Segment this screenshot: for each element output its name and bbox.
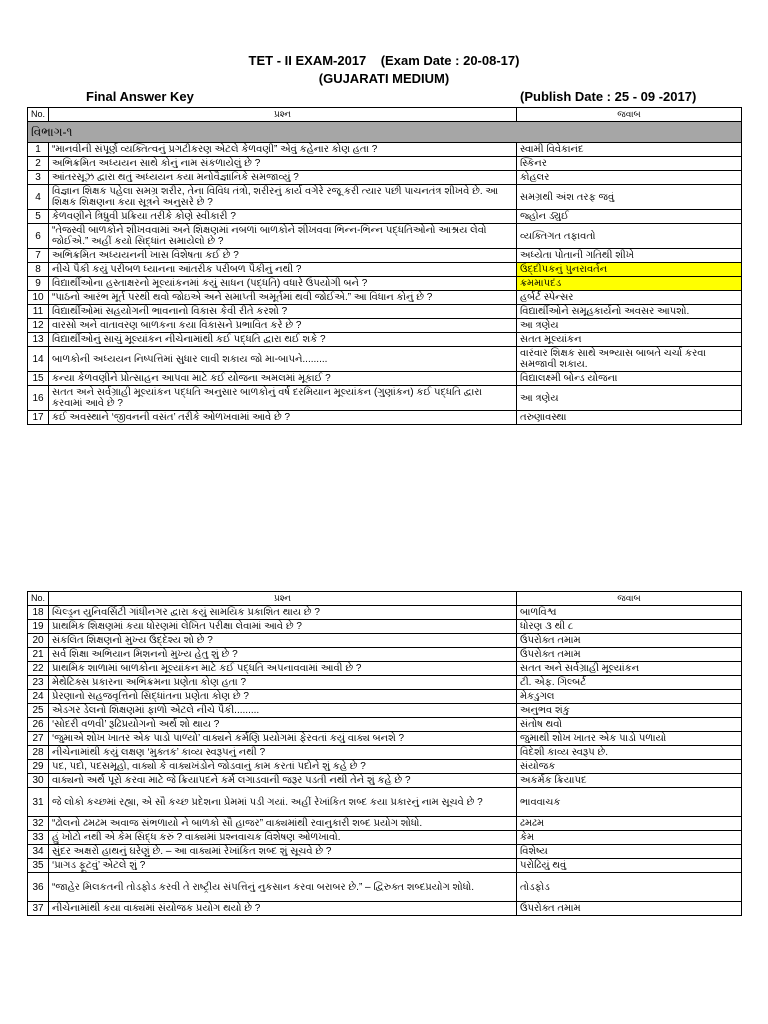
question-cell: “તેજસ્વી બાળકોને શીખવવામાં અને શિક્ષણમાં નબળાં બાળકોને શીખવવા ભિન્ન-ભિન્ન પદ્ધતિઓનો આશ્રય લેવો જોઈએ.” અહીં કયો સિદ્ધાંત સમાયેલો છે ? [49, 224, 517, 249]
question-cell: વિદ્યાર્થીઓમાં સહયોગની ભાવનાનો વિકાસ કેવી રીતે કરશો ? [49, 305, 517, 319]
question-cell: વિદ્યાર્થીઓનું સાચું મૂલ્યાંકન નીચેનામાંથી કઈ પદ્ધતિ દ્વારા થઈ શકે ? [49, 333, 517, 347]
table-row [28, 760, 742, 774]
table-row [28, 831, 742, 845]
row-number: 2 [28, 157, 49, 171]
row-number: 28 [28, 746, 49, 760]
answer-cell: કેમ [517, 831, 742, 845]
answer-cell: બાળવિશ્વ [517, 606, 742, 620]
question-cell: વારસો અને વાતાવરણ બાળકના કયા વિકાસને પ્રભાવિત કરે છે ? [49, 319, 517, 333]
answer-cell: સ્કિનર [517, 157, 742, 171]
table-row [28, 676, 742, 690]
answer-cell: ઉપરોક્ત તમામ [517, 648, 742, 662]
col-header-no: No. [28, 592, 49, 606]
row-number: 19 [28, 620, 49, 634]
answer-cell: અધ્યેતા પોતાની ગતિથી શીખે [517, 249, 742, 263]
answer-cell: ભાવવાચક [517, 788, 742, 817]
question-cell: “ઢોલનો ઢમઢમ અવાજ સંભળાયો ને બાળકો સૌ હાજર” વાક્યમાંથી રવાનુકારી શબ્દ પ્રયોગ શોધો. [49, 817, 517, 831]
row-number: 34 [28, 845, 49, 859]
question-cell: પ્રાથમિક શાળામાં બાળકોના મૂલ્યાંકન માટે કઈ પદ્ધતિ અપનાવવામાં આવી છે ? [49, 662, 517, 676]
answer-cell: જુમાથી શોખ ખાતર એક પાડો પળાયો [517, 732, 742, 746]
row-number: 25 [28, 704, 49, 718]
question-cell: ‘જુમાએ શોખ ખાતર એક પાડો પાળ્યો’ વાક્યને કર્મણિ પ્રયોગમાં ફેરવતાં કયું વાક્ય બનશે ? [49, 732, 517, 746]
table-row [28, 817, 742, 831]
table-row [28, 386, 742, 411]
table-row [28, 859, 742, 873]
question-cell: “પાઠનો આરંભ મૂર્ત પરથી થવો જોઇએ અને સમાપ્તી અમૂર્તમાં થવી જોઈએ.” આ વિધાન કોનું છે ? [49, 291, 517, 305]
row-number: 22 [28, 662, 49, 676]
table-row [28, 648, 742, 662]
question-cell: અભિક્રમિત અધ્યયન સાથે કોનું નામ સંકળાયેલું છે ? [49, 157, 517, 171]
table-row [28, 157, 742, 171]
answer-table-part1 [27, 107, 742, 425]
row-number: 31 [28, 788, 49, 817]
table-row [28, 305, 742, 319]
answer-cell: સતત અને સર્વગ્રાહી મૂલ્યાંકન [517, 662, 742, 676]
row-number: 8 [28, 263, 49, 277]
row-number: 16 [28, 386, 49, 411]
question-cell: મેથેટિક્સ પ્રકારના અભિક્રમના પ્રણેતા કોણ હતા ? [49, 676, 517, 690]
table-row [28, 902, 742, 916]
table-row [28, 732, 742, 746]
question-cell: સતત અને સર્વગ્રાહી મૂલ્યાંકન પદ્ધતિ અનુસાર બાળકોનું વર્ષ દરમિયાન મૂલ્યાંકન (ગુણાંકન) કઈ પદ્ધતિ દ્વારા કરવામાં આવે છે ? [49, 386, 517, 411]
row-number: 9 [28, 277, 49, 291]
table-row [28, 662, 742, 676]
table-row [28, 411, 742, 425]
table-row [28, 704, 742, 718]
table-row [28, 845, 742, 859]
question-cell: ‘સોદરી વળવી’ રૂઢિપ્રયોગનો અર્થ શો થાય ? [49, 718, 517, 732]
table-row [28, 291, 742, 305]
row-number: 14 [28, 347, 49, 372]
publish-date: (Publish Date : 25 - 09 -2017) [520, 89, 697, 104]
final-answer-key-label: Final Answer Key [86, 89, 194, 104]
table-row [28, 873, 742, 902]
answer-cell: વારંવાર શિક્ષક સાથે અભ્યાસ બાબતે ચર્ચા કરવા સમજાવી શકાય. [517, 347, 742, 372]
answer-cell: અનુભવ શંકુ [517, 704, 742, 718]
row-number: 10 [28, 291, 49, 305]
row-number: 36 [28, 873, 49, 902]
row-number: 1 [28, 143, 49, 157]
question-cell: પ્રાથમિક શિક્ષણમાં કયા ધોરણમાં લેખિત પરીક્ષા લેવામાં આવે છે ? [49, 620, 517, 634]
answer-cell: ઉપરોક્ત તમામ [517, 902, 742, 916]
row-number: 30 [28, 774, 49, 788]
col-header-answer: જવાબ [517, 108, 742, 122]
row-number: 21 [28, 648, 49, 662]
table-row [28, 333, 742, 347]
question-cell: સુંદર અક્ષરો હાથનું ઘરેણું છે. – આ વાક્યમાં રેખાંકિત શબ્દ શું સૂચવે છે ? [49, 845, 517, 859]
medium-title: (GUJARATI MEDIUM) [318, 71, 450, 86]
row-number: 4 [28, 185, 49, 210]
question-cell: નીચેનામાંથી કયું લક્ષણ ‘મુક્તક’ કાવ્ય સ્વરૂપનું નથી ? [49, 746, 517, 760]
section-label: વિભાગ-૧ [28, 122, 742, 143]
question-cell: એડગર ડેલનો શિક્ષણમાં ફાળો એટલે નીચે પૈકી......... [49, 704, 517, 718]
answer-cell: ઢમઢમ [517, 817, 742, 831]
answer-cell: કોહલર [517, 171, 742, 185]
question-cell: કેળવણીને ત્રિધ્રુવી પ્રક્રિયા તરીકે કોણે સ્વીકારી ? [49, 210, 517, 224]
question-cell: નીચે પૈકી કયું પરીબળ ધ્યાનના આંતરીક પરીબળ પૈકીનું નથી ? [49, 263, 517, 277]
col-header-question: પ્રશ્ન [49, 592, 517, 606]
col-header-question: પ્રશ્ન [49, 108, 517, 122]
answer-cell: મેકડુગલ [517, 690, 742, 704]
exam-title: TET - II EXAM-2017 (Exam Date : 20-08-17) [248, 53, 520, 68]
answer-cell: તોડફોડ [517, 873, 742, 902]
table-row [28, 143, 742, 157]
answer-cell: સમગ્રથી અંશ તરફ જવું [517, 185, 742, 210]
answer-cell: સંયોજક [517, 760, 742, 774]
table-row [28, 210, 742, 224]
row-number: 27 [28, 732, 49, 746]
answer-cell: ઉપરોક્ત તમામ [517, 634, 742, 648]
row-number: 35 [28, 859, 49, 873]
answer-cell: સ્વામી વિવેકાનંદ [517, 143, 742, 157]
answer-cell: સંતોષ થવો [517, 718, 742, 732]
table-row [28, 319, 742, 333]
answer-cell: વિશેષ્ય [517, 845, 742, 859]
answer-cell: પરોઢિયું થવું [517, 859, 742, 873]
row-number: 17 [28, 411, 49, 425]
table-row [28, 788, 742, 817]
answer-cell: ધોરણ ૩ થી ૮ [517, 620, 742, 634]
question-cell: પ્રેરણાનો સહજવૃત્તિનો સિદ્ધાંતના પ્રણેતા કોણ છે ? [49, 690, 517, 704]
question-cell: આંતરસૂઝ દ્વારા થતું અધ્યયન કયા મનોવૈજ્ઞાનિકે સમજાવ્યું ? [49, 171, 517, 185]
question-cell: વિજ્ઞાન શિક્ષક પહેલા સમગ્ર શરીર, તેના વિવિધ તંત્રો, શરીરનું કાર્ય વગેરે રજૂ કરી ત્યાર પછી પાચનતંત્ર શીખવે છે. આ શિક્ષક શિક્ષણના કયા સૂત્રને અનુસરે છે ? [49, 185, 517, 210]
answer-cell: આ ત્રણેય [517, 319, 742, 333]
row-number: 32 [28, 817, 49, 831]
question-cell: પદ, પદો, પદસમૂહો, વાક્યો કે વાક્યખંડોને જોડવાનું કામ કરતાં પદોને શું કહે છે ? [49, 760, 517, 774]
row-number: 7 [28, 249, 49, 263]
table-row [28, 774, 742, 788]
table-row [28, 185, 742, 210]
question-cell: સંકલિત શિક્ષણનો મુખ્ય ઉદ્દેશ્ય શો છે ? [49, 634, 517, 648]
row-number: 5 [28, 210, 49, 224]
answer-cell: વિદેશી કાવ્ય સ્વરૂપ છે. [517, 746, 742, 760]
row-number: 13 [28, 333, 49, 347]
table-row [28, 263, 742, 277]
row-number: 20 [28, 634, 49, 648]
answer-cell: હર્બર્ટ સ્પેન્સર [517, 291, 742, 305]
answer-cell: અકર્મક ક્રિયાપદ [517, 774, 742, 788]
answer-cell: વિદ્યાલક્ષ્મી બોન્ડ યોજના [517, 372, 742, 386]
row-number: 29 [28, 760, 49, 774]
question-cell: “જાહેર મિલકતની તોડફોડ કરવી તે રાષ્ટ્રીય સંપત્તિનું નુકસાન કરવા બરાબર છે.” – દ્વિરુક્ત શબ્દપ્રયોગ શોધો. [49, 873, 517, 902]
question-cell: “માનવીની સંપૂર્ણ વ્યક્તિત્વનું પ્રગટીકરણ એટલે કેળવણી” એવું કહેનાર કોણ હતા ? [49, 143, 517, 157]
table-row [28, 347, 742, 372]
row-number: 6 [28, 224, 49, 249]
question-cell: કઈ અવસ્થાને ‘જીવનની વસંત’ તરીકે ઓળખવામાં આવે છે ? [49, 411, 517, 425]
col-header-answer: જવાબ [517, 592, 742, 606]
row-number: 37 [28, 902, 49, 916]
question-cell: બાળકોની અધ્યયન નિષ્પત્તિમાં સુધાર લાવી શકાય જો મા-બાપને......... [49, 347, 517, 372]
answer-cell: ક્રમમાપદંડ [517, 277, 742, 291]
answer-cell: આ ત્રણેય [517, 386, 742, 411]
question-cell: વાક્યનો અર્થ પૂરો કરવા માટે જે ક્રિયાપદને કર્મ લગાડવાની જરૂર પડતી નથી તેને શું કહે છે ? [49, 774, 517, 788]
table-row [28, 372, 742, 386]
question-cell: ‘પ્રાગડ ફૂટવું’ એટલે શું ? [49, 859, 517, 873]
question-cell: હું ખોટો નથી એ કેમ સિદ્ધ કરું ? વાક્યમાં પ્રશ્નવાચક વિશેષણ ઓળખાવો. [49, 831, 517, 845]
question-cell: નીચેનામાંથી કયા વાક્યમાં સંયોજક પ્રયોગ થયો છે ? [49, 902, 517, 916]
answer-cell: જ્હોન ડ્યુઈ [517, 210, 742, 224]
question-cell: સર્વ શિક્ષા અભિયાન મિશનનો મુખ્ય હેતુ શું છે ? [49, 648, 517, 662]
answer-cell: વિદ્યાર્થીઓને સમૂહકાર્યનો અવસર આપશો. [517, 305, 742, 319]
answer-cell: ઉદ્દીપકનું પુનરાવર્તન [517, 263, 742, 277]
table-row [28, 746, 742, 760]
question-cell: અભિક્રમિત અધ્યયનની ખાસ વિશેષતા કઈ છે ? [49, 249, 517, 263]
table-row [28, 606, 742, 620]
question-cell: જે લોકો કચ્છમાં રહ્યા, એ સૌ કચ્છ પ્રદેશના પ્રેમમાં પડી ગયાં. અહીં રેખાંકિત શબ્દ કયા પ્રકારનું નામ સૂચવે છે ? [49, 788, 517, 817]
answer-cell: વ્યક્તિગત તફાવતો [517, 224, 742, 249]
row-number: 26 [28, 718, 49, 732]
table-row [28, 718, 742, 732]
answer-cell: ટી. એફ. ગિલ્બર્ટ [517, 676, 742, 690]
question-cell: ચિલ્ડ્રન યુનિવર્સિટી ગાંધીનગર દ્વારા કયું સામયિક પ્રકાશિત થાય છે ? [49, 606, 517, 620]
row-number: 3 [28, 171, 49, 185]
answer-cell: તરુણાવસ્થા [517, 411, 742, 425]
answer-cell: સતત મૂલ્યાંકન [517, 333, 742, 347]
table-row [28, 620, 742, 634]
row-number: 12 [28, 319, 49, 333]
row-number: 11 [28, 305, 49, 319]
answer-table-part2 [27, 591, 742, 916]
table-row [28, 171, 742, 185]
row-number: 33 [28, 831, 49, 845]
col-header-no: No. [28, 108, 49, 122]
table-row [28, 690, 742, 704]
table-row [28, 634, 742, 648]
row-number: 15 [28, 372, 49, 386]
question-cell: કન્યા કેળવણીને પ્રોત્સાહન આપવા માટે કઈ યોજના અમલમાં મૂકાઈ ? [49, 372, 517, 386]
table-row [28, 277, 742, 291]
row-number: 24 [28, 690, 49, 704]
row-number: 23 [28, 676, 49, 690]
table-row [28, 224, 742, 249]
table-row [28, 249, 742, 263]
row-number: 18 [28, 606, 49, 620]
question-cell: વિદ્યાર્થીઓના હસ્તાક્ષરનો મૂલ્યાંકનમાં કયું સાધન (પદ્ધતિ) વધારે ઉપયોગી બને ? [49, 277, 517, 291]
